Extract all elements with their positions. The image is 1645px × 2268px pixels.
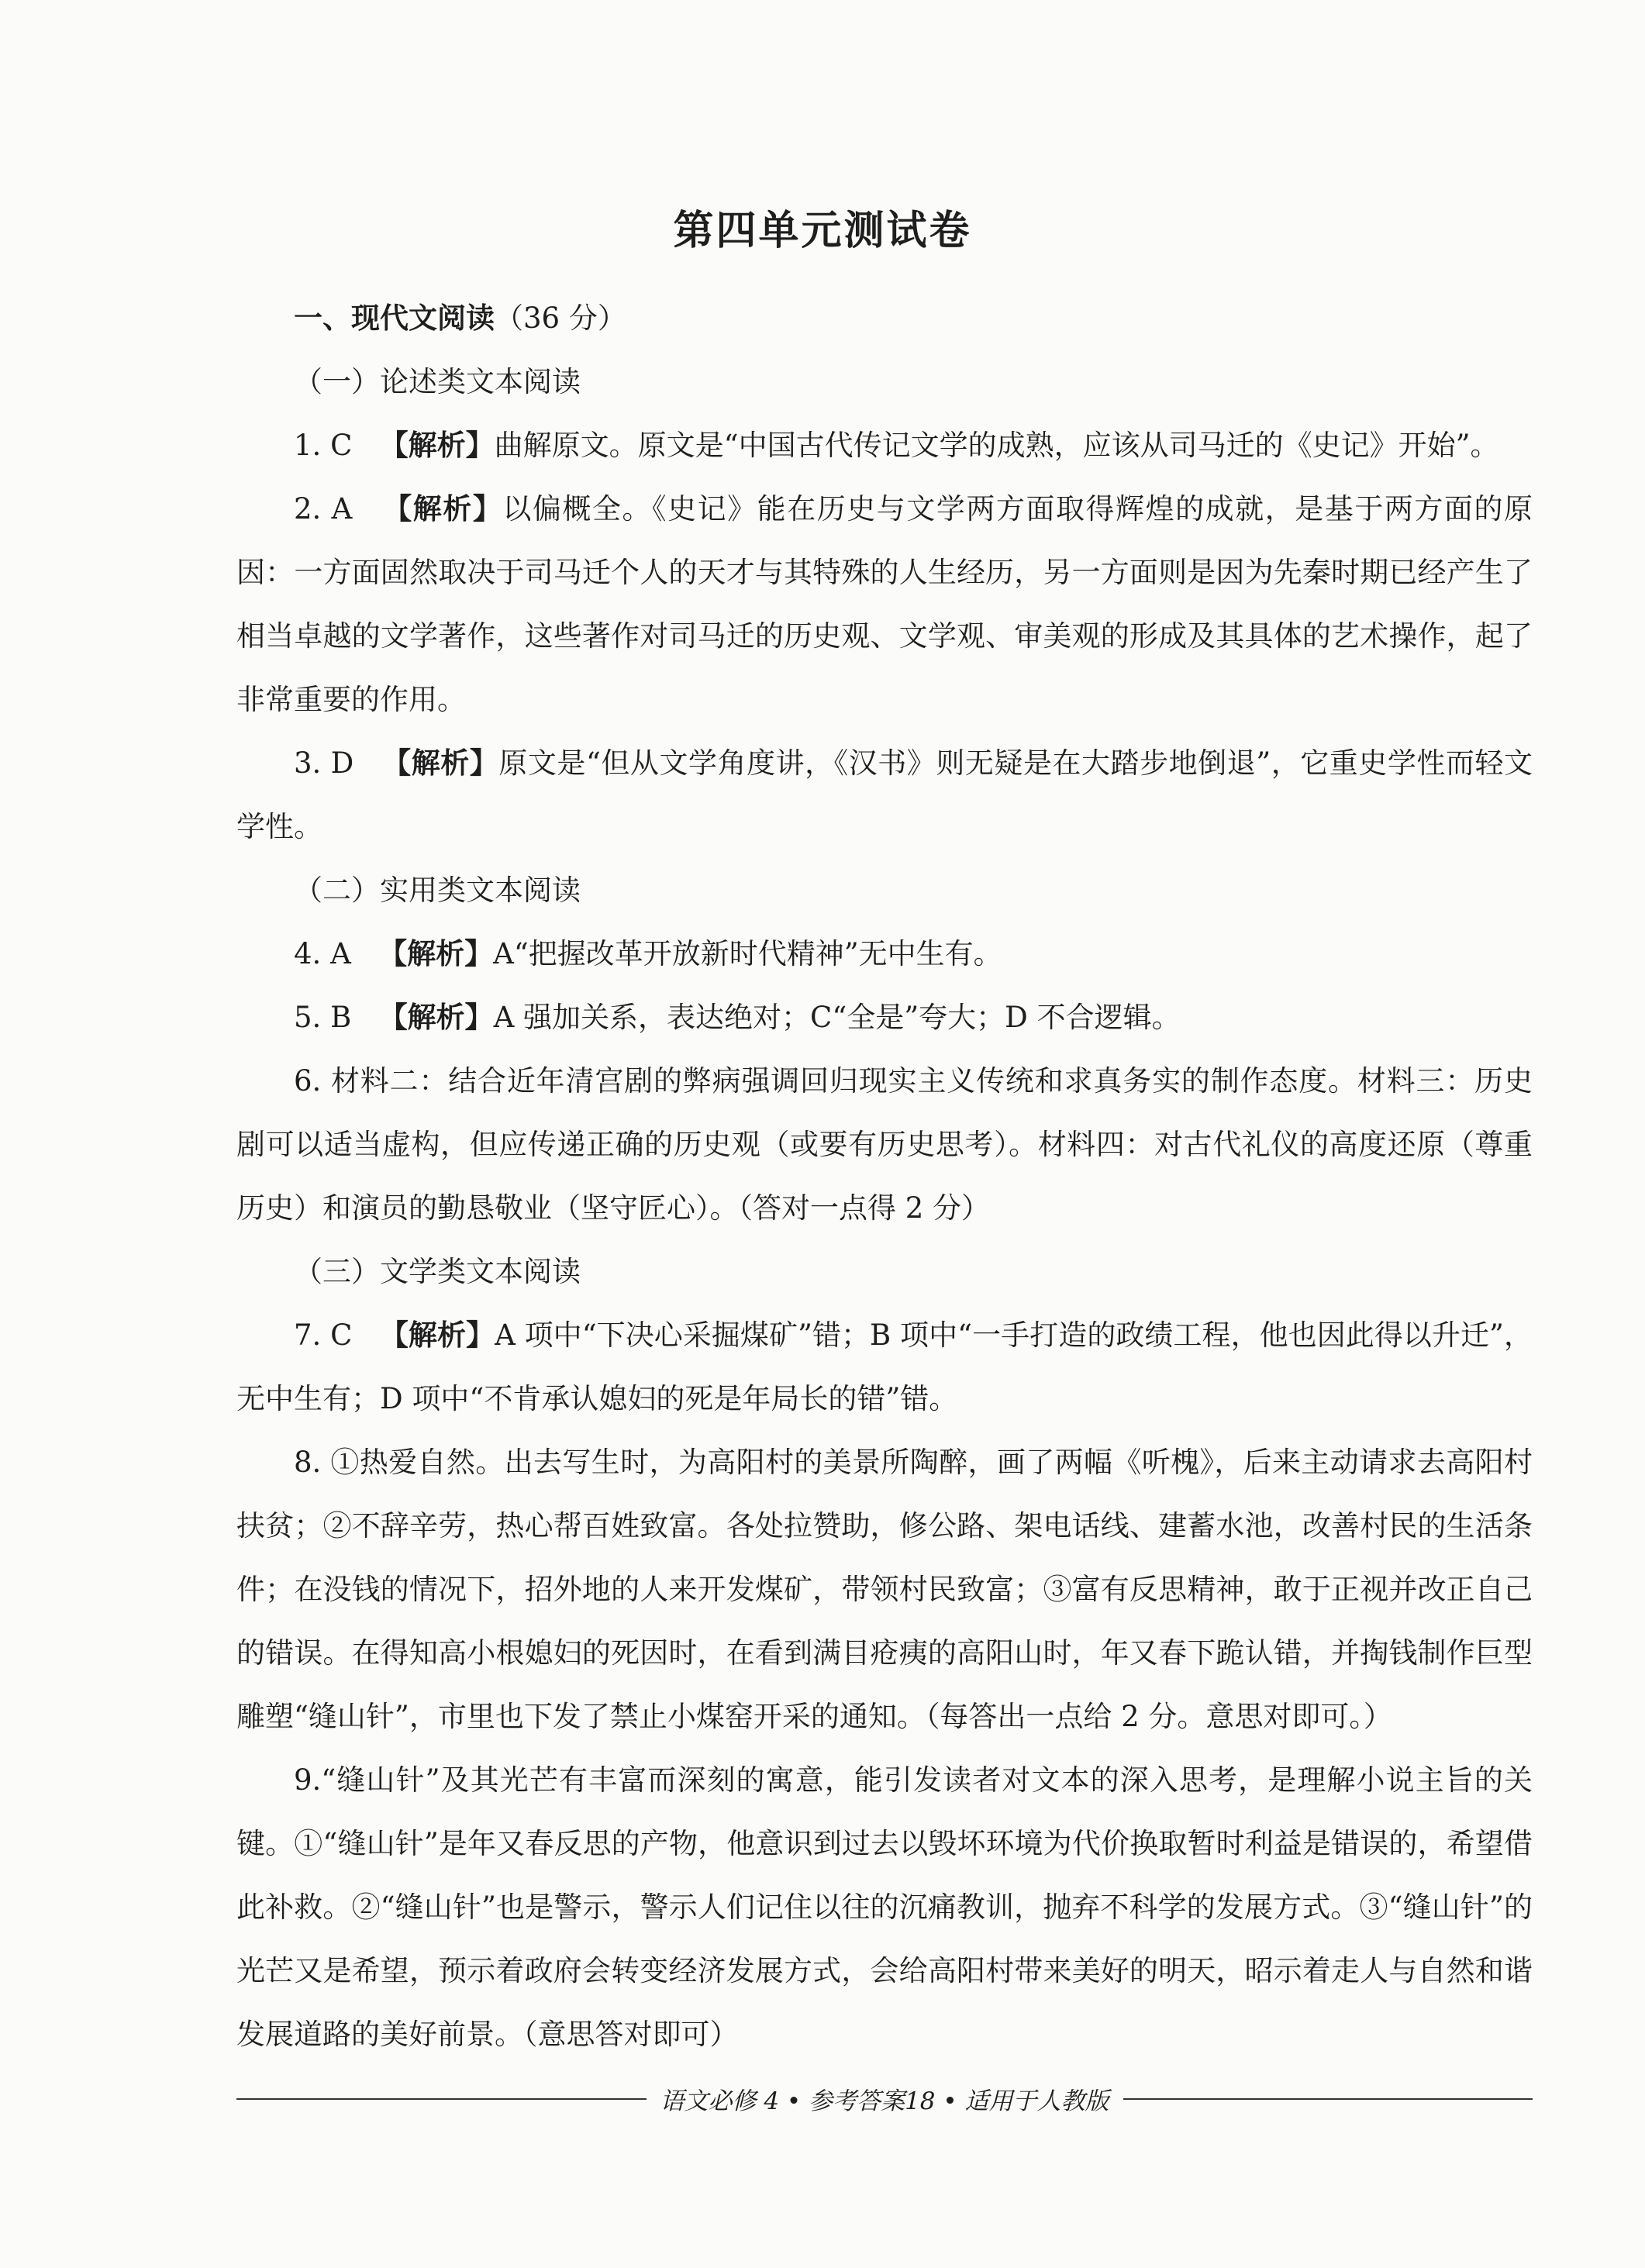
- analysis-tag: 【解析】: [378, 1001, 494, 1034]
- section-heading: [236, 287, 1533, 350]
- answer-number: 7. C: [294, 1318, 353, 1352]
- answer-9: 9.“缝山针”及其光芒有丰富而深刻的寓意，能引发读者对文本的深入思考，是理解小说主旨的关键。①“缝山针”是年又春反思的产物，他意识到过去以毁坏环境为代价换取暂时利益是错误的，希望借此补救。②“缝山针”也是警示，警示人们记住以往的沉痛教训，抛弃不科学的发展方式。③“缝山针”的光芒又是希望，预示着政府会转变经济发展方式，会给高阳村带来美好的明天，昭示着走人与自然和谐发展道路的美好前景。（意思答对即可）: [236, 1763, 1533, 2051]
- answer-8: 8. ①热爱自然。出去写生时，为高阳村的美景所陶醉，画了两幅《听槐》，后来主动请求去高阳村扶贫；②不辞辛劳，热心帮百姓致富。各处拉赞助，修公路、架电话线、建蓄水池，改善村民的生活条件；在没钱的情况下，招外地的人来开发煤矿，带领村民致富；③富有反思精神，敢于正视并改正自己的错误。在得知高小根媳妇的死因时，在看到满目疮痍的高阳山时，年又春下跪认错，并掏钱制作巨型雕塑“缝山针”，市里也下发了禁止小煤窑开采的通知。（每答出一点给 2 分。意思对即可。）: [236, 1446, 1533, 1733]
- answer-6: 6. 材料二：结合近年清宫剧的弊病强调回归现实主义传统和求真务实的制作态度。材料三：历史剧可以适当虚构，但应传递正确的历史观（或要有历史思考）。材料四：对古代礼仪的高度还原（尊重历史）和演员的勤恳敬业（坚守匠心）。（答对一点得 2 分）: [236, 1064, 1533, 1225]
- answer-1: [236, 414, 1533, 477]
- analysis-tag: 【解析】: [382, 746, 499, 780]
- subsection-heading-2: （二）实用类文本阅读: [294, 874, 581, 907]
- page-title: 第四单元测试卷: [673, 208, 972, 254]
- answer-number: 2. A: [294, 492, 353, 526]
- answer-text: A 强加关系，表达绝对；C“全是”夸大；D 不合逻辑。: [493, 1001, 1181, 1034]
- section-label: 一、现代文阅读: [294, 302, 495, 335]
- answer-text: 以偏概全。《史记》能在历史与文学两方面取得辉煌的成就，是基于两方面的原因：一方面固然取决于司马迁个人的天才与其特殊的人生经历，另一方面则是因为先秦时期已经产生了相当卓越的文学著作，这些著作对司马迁的历史观、文学观、审美观的形成及其具体的艺术操作，起了非常重要的作用。: [236, 492, 1533, 716]
- analysis-tag: 【解析】: [383, 492, 503, 526]
- answer-text: 原文是“但从文学角度讲，《汉书》则无疑是在大踏步地倒退”，它重史学性而轻文学性。: [236, 746, 1533, 843]
- answer-text: A 项中“下决心采掘煤矿”错；B 项中“一手打造的政绩工程，他也因此得以升迁”，无中生有；D 项中“不肯承认媳妇的死是年局长的错”错。: [236, 1318, 1533, 1415]
- answer-2: [236, 477, 1533, 732]
- footer-rule-left: [236, 2098, 647, 2100]
- page-footer: [236, 2081, 1533, 2116]
- section-score: （36 分）: [495, 302, 626, 335]
- subsection-heading-3: （三）文学类文本阅读: [294, 1255, 581, 1288]
- answer-number: 1. C: [294, 429, 353, 462]
- answer-number: 5. B: [294, 1001, 352, 1034]
- answer-7: [236, 1304, 1533, 1431]
- analysis-tag: 【解析】: [378, 937, 494, 970]
- answer-5: [236, 986, 1533, 1050]
- subsection-heading-1: （一）论述类文本阅读: [294, 365, 581, 398]
- answer-number: 4. A: [294, 937, 351, 970]
- footer-rule-right: [1123, 2098, 1533, 2100]
- answer-number: 3. D: [294, 746, 354, 780]
- answer-3: [236, 732, 1533, 859]
- answer-text: 曲解原文。原文是“中国古代传记文学的成熟，应该从司马迁的《史记》开始”。: [494, 429, 1499, 462]
- analysis-tag: 【解析】: [379, 429, 495, 462]
- analysis-tag: 【解析】: [379, 1318, 495, 1352]
- answer-content: [236, 287, 1533, 2066]
- answer-text: A“把握改革开放新时代精神”无中生有。: [493, 937, 1002, 970]
- answer-4: [236, 922, 1533, 986]
- footer-text: 语文必修 4 • 参考答案18 • 适用于人教版: [660, 2087, 1109, 2115]
